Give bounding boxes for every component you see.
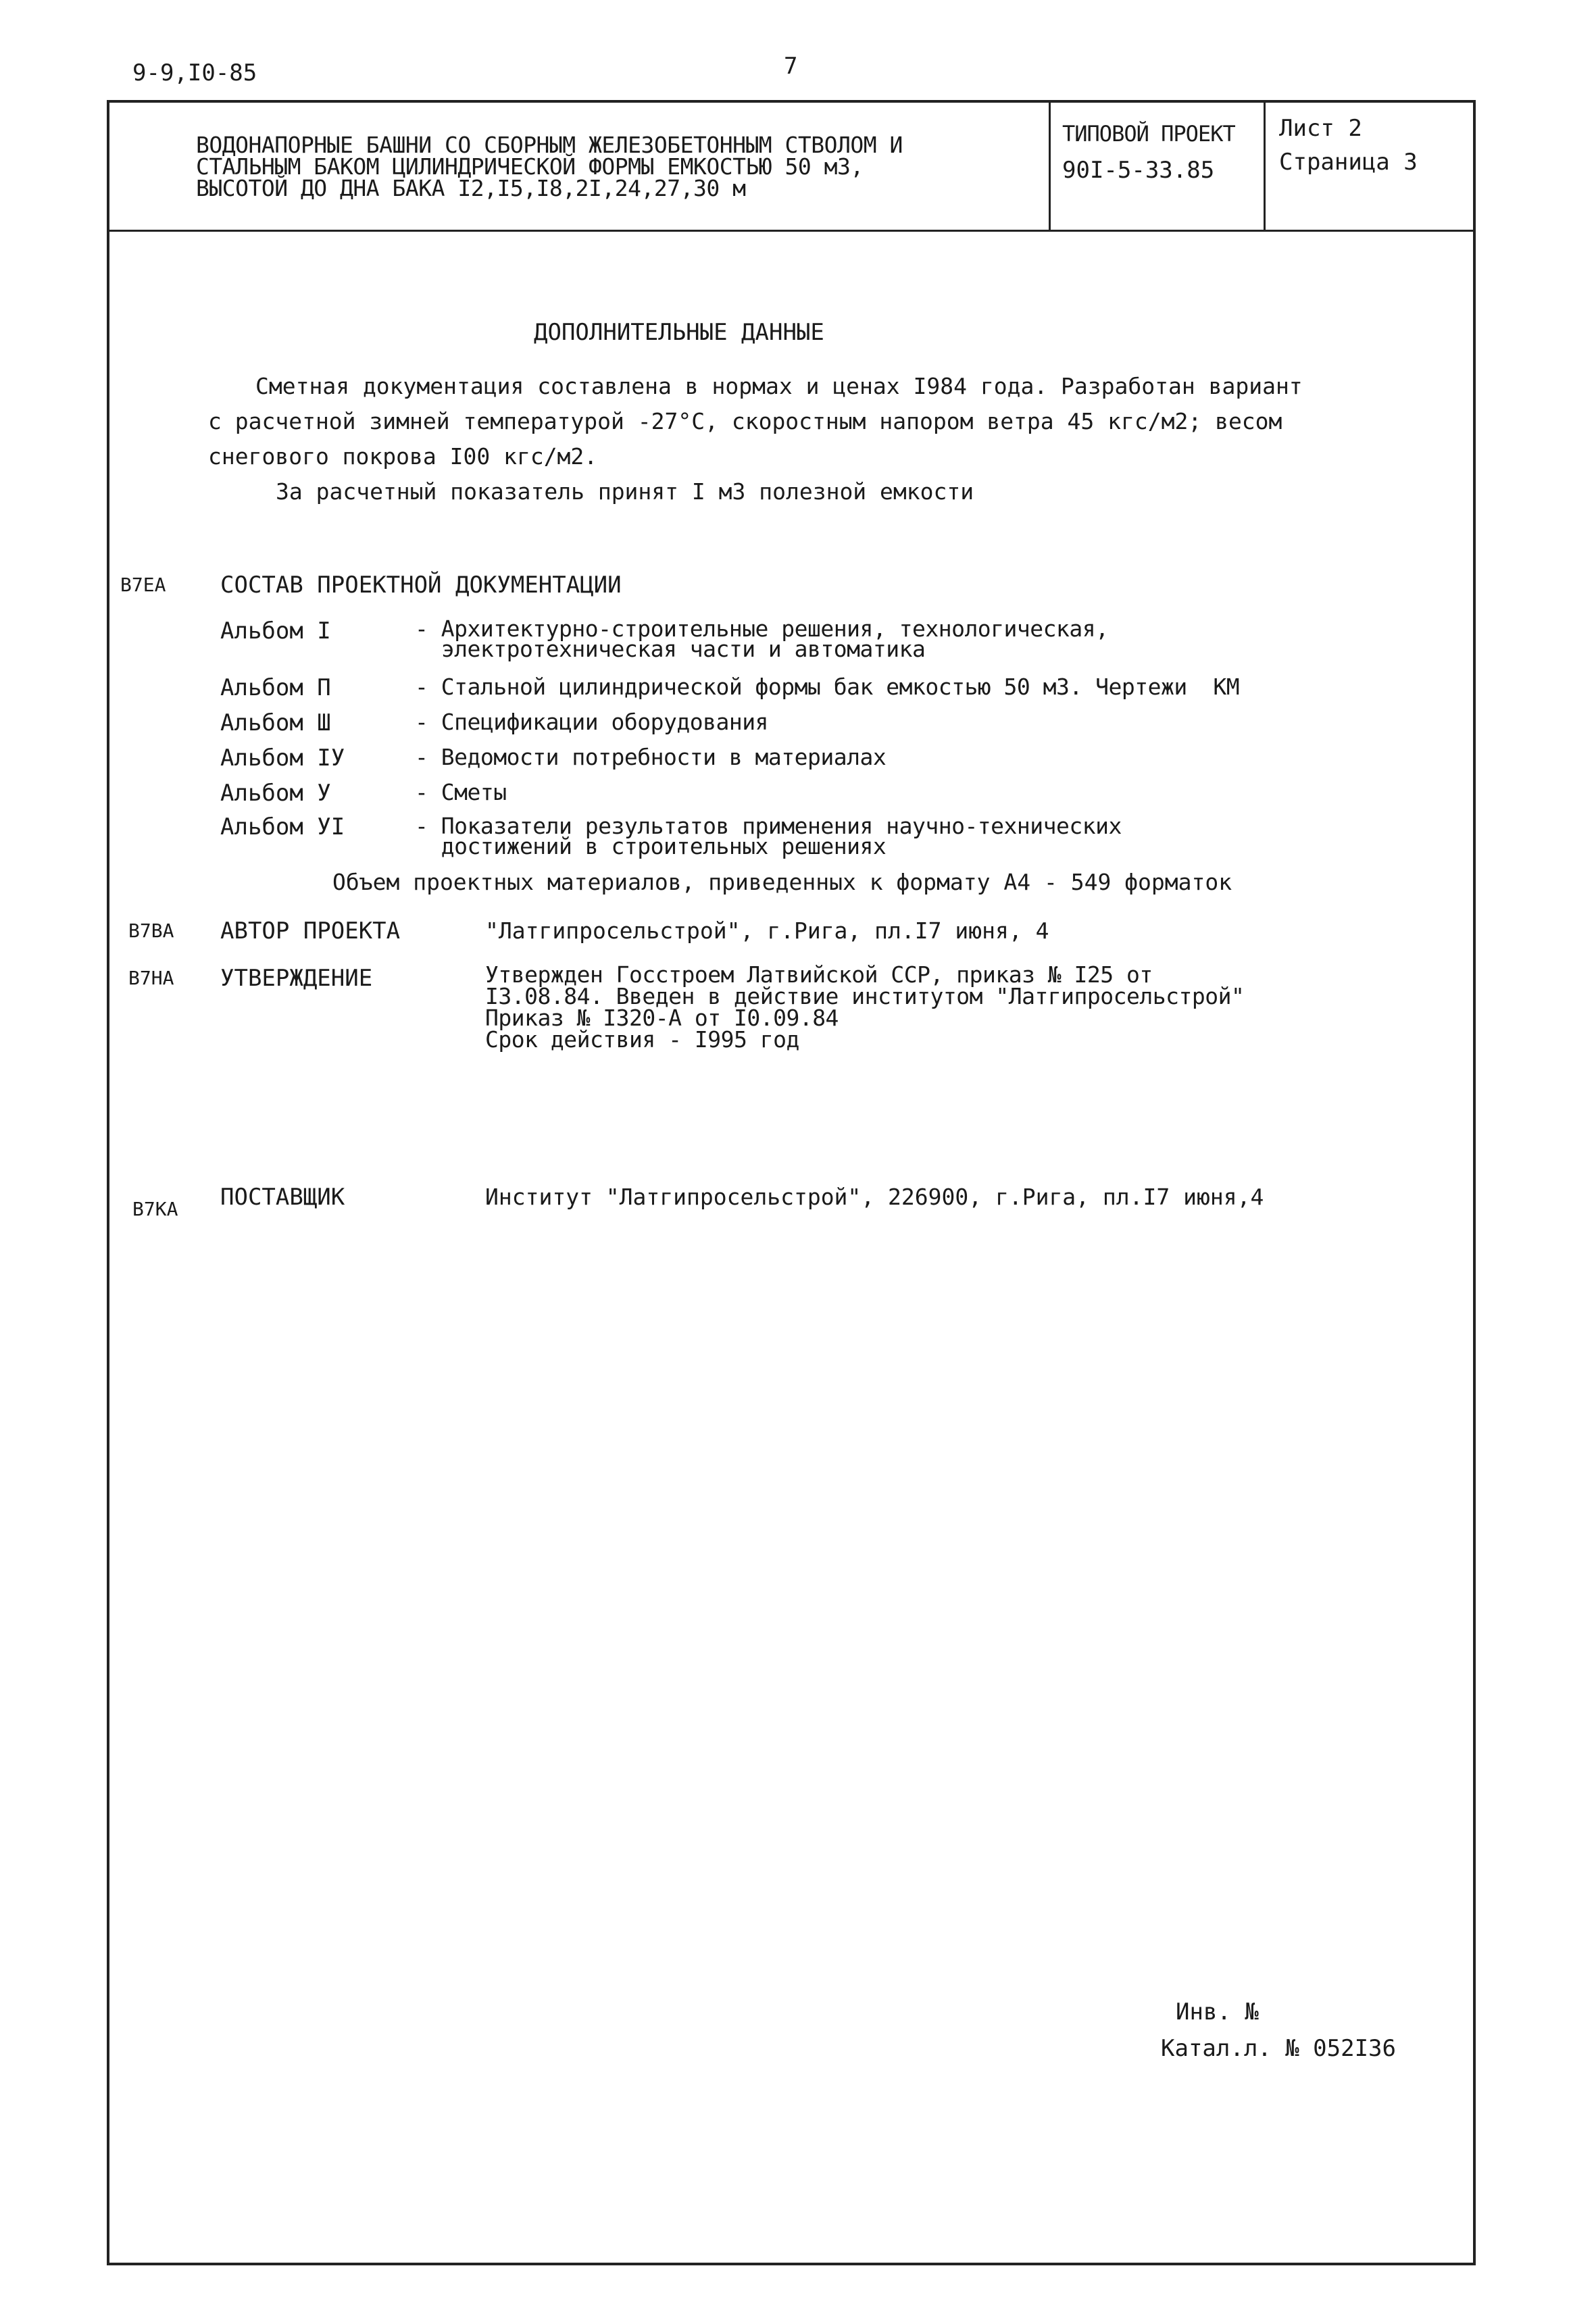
author-value: "Латгипросельстрой", г.Рига, пл.I7 июня, 4 [485, 917, 1049, 944]
approval-line-1: Утвержден Госстроем Латвийской ССР, приказ № I25 от [485, 961, 1153, 988]
approval-line-3: Приказ № I320-А от I0.09.84 [485, 1005, 839, 1031]
album-4-name: Альбом IУ [220, 745, 345, 772]
inventory-number: Инв. № [1176, 1998, 1259, 2026]
additional-line-1: Сметная документация составлена в нормах и ценах I984 года. Разработан вариант [255, 373, 1303, 399]
supplier-label: ПОСТАВЩИК [220, 1184, 345, 1211]
title-line-1: ВОДОНАПОРНЫЕ БАШНИ СО СБОРНЫМ ЖЕЛЕЗОБЕТОННЫМ СТВОЛОМ И [196, 132, 903, 158]
header-divider-vertical-1 [1049, 100, 1051, 231]
project-number: 90I-5-33.85 [1062, 157, 1215, 184]
album-5-name: Альбом У [220, 780, 331, 807]
title-line-3: ВЫСОТОЙ ДО ДНА БАКА I2,I5,I8,2I,24,27,30 м [196, 175, 746, 201]
sheet-number: Лист 2 [1279, 115, 1362, 142]
album-4-line-1: - Ведомости потребности в материалах [415, 744, 887, 770]
approval-label: УТВЕРЖДЕНИЕ [220, 965, 373, 992]
album-2-name: Альбом П [220, 674, 331, 701]
album-5-line-1: - Сметы [415, 779, 507, 805]
album-6-line-2: достижений в строительных решениях [415, 833, 887, 859]
album-3-name: Альбом Ш [220, 709, 331, 736]
header-divider [107, 230, 1476, 232]
additional-line-3: снегового покрова I00 кгс/м2. [208, 443, 598, 470]
album-1-name: Альбом I [220, 618, 331, 645]
additional-line-2: с расчетной зимней температурой -27°С, скоростным напором ветра 45 кгс/м2; весом [208, 408, 1282, 434]
indicator-line: За расчетный показатель принят I м3 полезной емкости [276, 478, 974, 505]
approval-line-4: Срок действия - I995 год [485, 1026, 799, 1053]
author-label: АВТОР ПРОЕКТА [220, 917, 401, 945]
page-number: 7 [784, 53, 798, 80]
composition-heading: СОСТАВ ПРОЕКТНОЙ ДОКУМЕНТАЦИИ [220, 572, 622, 599]
album-1-line-1: - Архитектурно-строительные решения, технологическая, [415, 615, 1109, 642]
catalog-number: Катал.л. № 052I36 [1161, 2035, 1396, 2062]
approval-code: В7НА [128, 967, 174, 989]
additional-heading: ДОПОЛНИТЕЛЬНЫЕ ДАННЫЕ [534, 319, 824, 346]
album-1-line-2: электротехническая части и автоматика [415, 636, 926, 662]
album-2-line-1: - Стальной цилиндрической формы бак емкостью 50 м3. Чертежи КМ [415, 674, 1240, 700]
album-6-name: Альбом УI [220, 813, 345, 840]
approval-line-2: I3.08.84. Введен в действие институтом "Латгипросельстрой" [485, 983, 1245, 1009]
title-line-2: СТАЛЬНЫМ БАКОМ ЦИЛИНДРИЧЕСКОЙ ФОРМЫ ЕМКОСТЬЮ 50 м3, [196, 153, 864, 180]
album-3-line-1: - Спецификации оборудования [415, 709, 768, 735]
composition-code: В7ЕА [120, 574, 166, 596]
supplier-value: Институт "Латгипросельстрой", 226900, г.Рига, пл.I7 июня,4 [485, 1184, 1264, 1210]
author-code: В7ВА [128, 920, 174, 942]
header-divider-vertical-2 [1264, 100, 1266, 231]
project-label: ТИПОВОЙ ПРОЕКТ [1062, 121, 1235, 147]
page-label: Страница 3 [1279, 149, 1418, 176]
document-code: 9-9,I0-85 [132, 59, 257, 86]
album-6-line-1: - Показатели результатов применения научно-технических [415, 813, 1122, 839]
supplier-code: В7КА [132, 1198, 178, 1220]
volume-line: Объем проектных материалов, приведенных к формату А4 - 549 форматок [332, 869, 1232, 895]
